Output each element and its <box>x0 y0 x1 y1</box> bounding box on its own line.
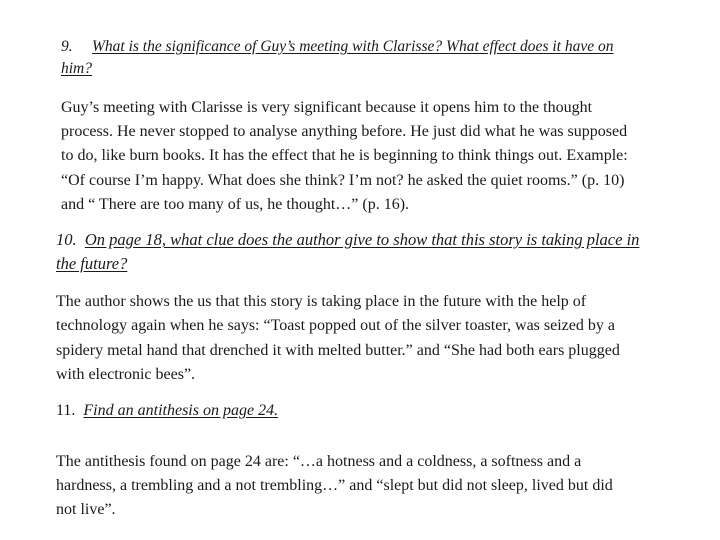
question-10-line-2 <box>56 252 712 276</box>
question-10-text-2: the future? <box>56 254 128 273</box>
question-11-text: Find an antithesis on page 24. <box>83 402 279 419</box>
answer-9-line: Guy’s meeting with Clarisse is very significant because it opens him to the thought <box>61 99 593 116</box>
answer-11-line: hardness, a trembling and a not trembling…” and “slept but did not sleep, lived but did <box>56 477 613 494</box>
answer-11-line: The antithesis found on page 24 are: “…a hotness and a coldness, a softness and a <box>56 453 582 470</box>
question-9 <box>61 36 717 80</box>
answer-10-line: with electronic bees”. <box>56 365 196 383</box>
question-9-text-1: What is the significance of Guy’s meeting with Clarisse? What effect does it have on <box>92 38 614 55</box>
question-10-number: 10. <box>56 230 77 249</box>
question-10 <box>56 228 712 276</box>
question-9-line-1 <box>61 36 717 58</box>
answer-9-line: “Of course I’m happy. What does she think? I’m not? he asked the quiet rooms.” (p. 10) <box>61 171 625 189</box>
answer-9-line: process. He never stopped to analyse anything before. He just did what he was supposed <box>61 123 628 141</box>
answer-9-line: and “ There are too many of us, he thought…” (p. 16). <box>61 195 410 213</box>
answer-10-line: The author shows the us that this story is taking place in the future with the help of <box>56 293 587 310</box>
question-10-line-1 <box>56 228 712 252</box>
question-9-number: 9. <box>61 38 73 55</box>
answer-10 <box>56 290 706 387</box>
answer-9 <box>61 96 713 217</box>
question-11 <box>56 400 656 422</box>
question-11-line <box>56 400 656 422</box>
answer-10-line: technology again when he says: “Toast popped out of the silver toaster, was seized by a <box>56 317 615 335</box>
answer-10-line: spidery metal hand that drenched it with melted butter.” and “She had both ears plugged <box>56 341 620 359</box>
answer-11 <box>56 450 706 522</box>
question-9-text-2: him? <box>61 60 92 77</box>
answer-11-line: not live”. <box>56 501 116 518</box>
question-11-number: 11. <box>56 402 76 419</box>
answer-9-line: to do, like burn books. It has the effect that he is beginning to think things out. Example: <box>61 147 628 165</box>
question-10-text-1: On page 18, what clue does the author give to show that this story is taking place in <box>84 230 640 249</box>
question-9-line-2 <box>61 58 717 80</box>
